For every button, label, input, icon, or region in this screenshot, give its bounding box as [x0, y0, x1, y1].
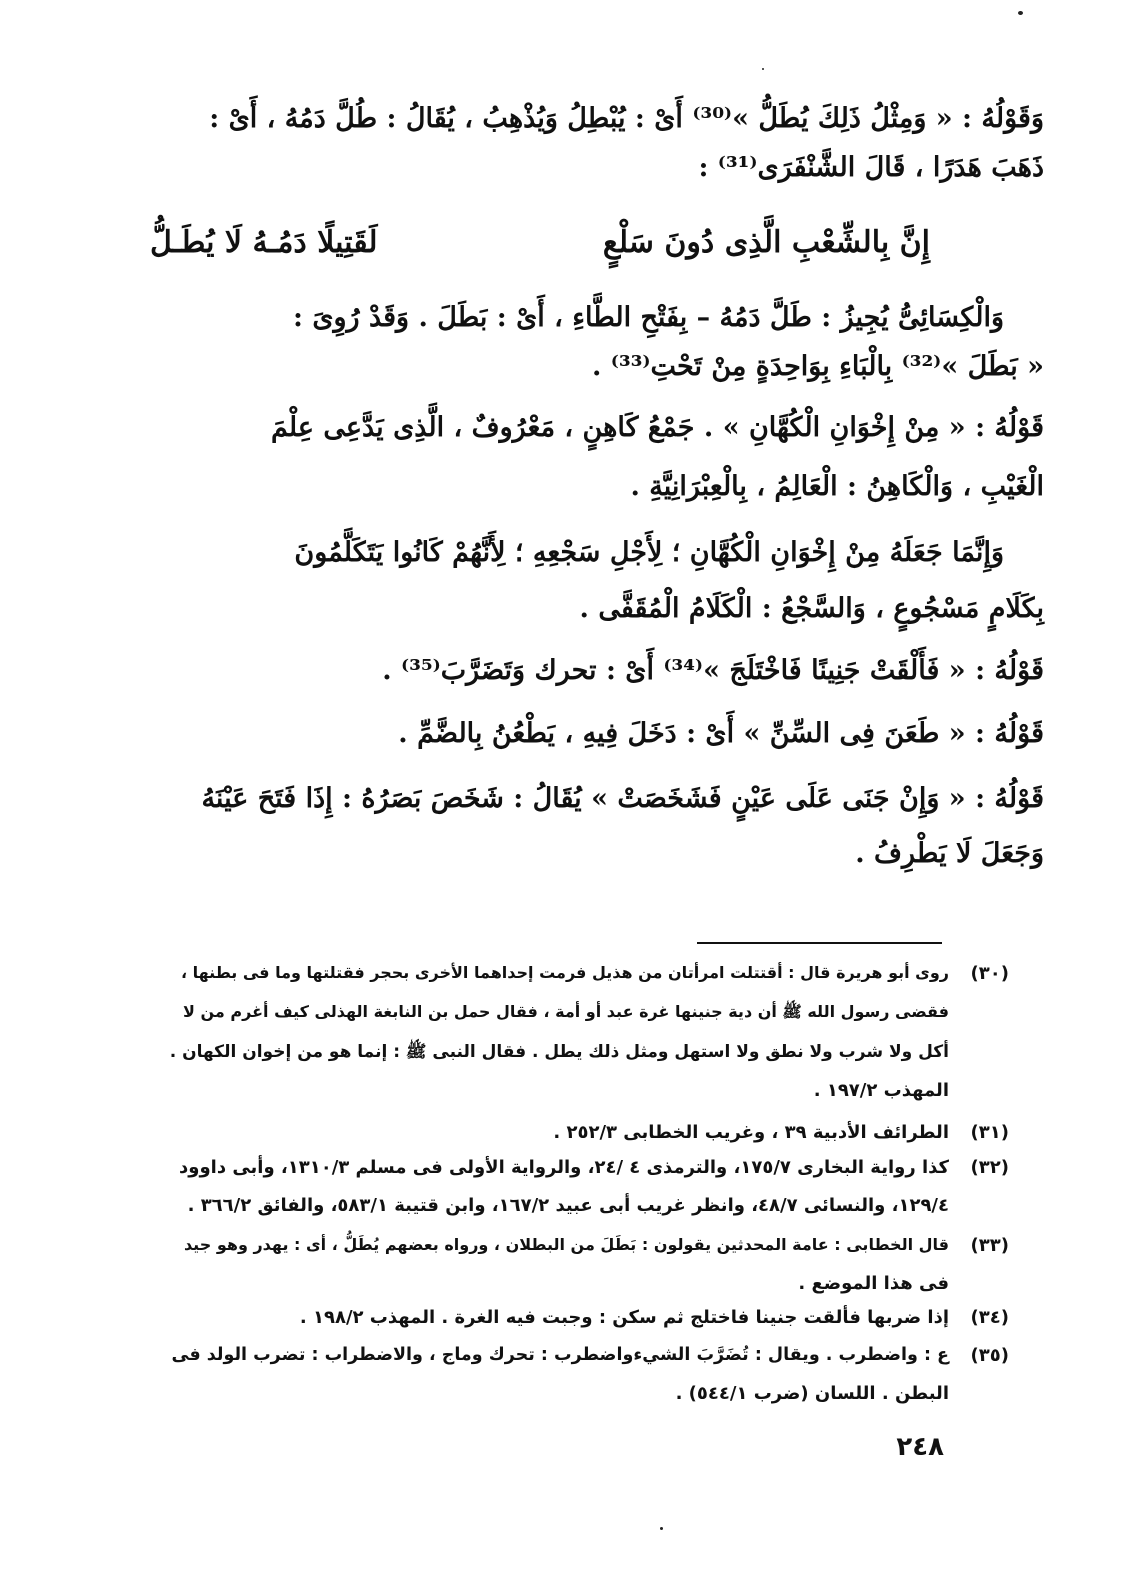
footnote-number: (٣١) — [970, 1122, 1009, 1143]
body-line: قَوْلُهُ : « مِنْ إِخْوَانِ الْكُهَّانِ » . جَمْعُ كَاهِنٍ ، مَعْرُوفٌ ، الَّذِى يَدَّعِى عِلْمَ — [270, 412, 1044, 443]
scan-speck — [660, 1527, 663, 1530]
verse-first-hemistich: إِنَّ بِالشِّعْبِ الَّذِى دُونَ سَلْعٍ — [602, 225, 930, 260]
footnote-line: إذا ضربها فألقت جنينا فاختلج ثم سكن : وجبت فيه الغرة . المهذب ١٩٨/٢ . — [299, 1307, 949, 1328]
footnote-line: الطرائف الأدبية ٣٩ ، وغريب الخطابى ٢٥٢/٣ . — [553, 1122, 949, 1143]
body-line: وَجَعَلَ لَا يَطْرِفُ . — [855, 838, 1044, 869]
body-line: ذَهَبَ هَدَرًا ، قَالَ الشَّنْفَرَى⁽³¹⁾ : — [698, 152, 1044, 183]
footnote-number: (٣٣) — [970, 1235, 1009, 1256]
body-line: قَوْلُهُ : « فَأَلْقَتْ جَنِينًا فَاخْتَلَجَ »⁽³⁴⁾ أَىْ : تحرك وَتَضَرَّبَ⁽³⁵⁾ . — [382, 655, 1044, 686]
body-line: « بَطَلَ »⁽³²⁾ بِالْبَاءِ بِوَاحِدَةٍ مِنْ تَحْتِ⁽³³⁾ . — [591, 351, 1044, 382]
body-line: وَقَوْلُهُ : « وَمِثْلُ ذَلِكَ يُطَلُّ »⁽³⁰⁾ أَىْ : يُبْطِلُ وَيُذْهِبُ ، يُقَالُ : طُلَّ دَمُهُ ، أَىْ : — [209, 103, 1044, 134]
page-number: ٢٤٨ — [896, 1432, 944, 1462]
footnote-line: روى أبو هريرة قال : أقتتلت امرأتان من هذيل فرمت إحداهما الأخرى بحجر فقتلتها وما فى بطنها ، — [180, 963, 949, 982]
footnote-line: ع : واضطرب . ويقال : تُضَرَّبَ الشيءواضطرب : تحرك وماج ، والاضطراب : تضرب الولد فى — [171, 1345, 949, 1365]
poetry-verse — [150, 225, 930, 275]
footnote-separator — [697, 942, 942, 944]
footnote-line: فى هذا الموضع . — [798, 1273, 949, 1294]
scan-speck — [1018, 11, 1023, 15]
footnote-number: (٣٠) — [970, 963, 1009, 984]
footnote-line: فقضى رسول الله ﷺ أن دية جنينها غرة عبد أو أمة ، فقال حمل بن النابغة الهذلى كيف أغرم من لا — [183, 1002, 949, 1021]
footnote-number: (٣٢) — [970, 1157, 1009, 1178]
footnote-line: البطن . اللسان (ضرب ٥٤٤/١) . — [675, 1383, 949, 1404]
verse-second-hemistich: لَقَتِيلًا دَمُـهُ لَا يُطَـلُّ — [150, 225, 378, 260]
body-line: بِكَلَامٍ مَسْجُوعٍ ، وَالسَّجْعُ : الْكَلَامُ الْمُقَفَّى . — [579, 593, 1044, 624]
footnote-line: ١٢٩/٤، والنسائى ٤٨/٧، وانظر غريب أبى عبيد ١٦٧/٢، وابن قتيبة ٥٨٣/١، والفائق ٣٦٦/٢ . — [187, 1195, 949, 1216]
footnote-line: أكل ولا شرب ولا نطق ولا استهل ومثل ذلك يطل . فقال النبى ﷺ : إنما هو من إخوان الكهان . — [169, 1042, 949, 1062]
footnote-number: (٣٥) — [970, 1345, 1009, 1366]
scan-speck — [762, 68, 764, 70]
body-line: وَإِنَّمَا جَعَلَهُ مِنْ إِخْوَانِ الْكُهَّانِ ؛ لِأَجْلِ سَجْعِهِ ؛ لِأَنَّهُمْ كَانُوا يَتَكَلَّمُونَ — [294, 537, 1004, 568]
footnote-line: كذا رواية البخارى ١٧٥/٧، والترمذى ٤ /٢٤، والرواية الأولى فى مسلم ١٣١٠/٣، وأبى داوود — [179, 1157, 949, 1178]
body-line: قَوْلُهُ : « وَإِنْ جَنَى عَلَى عَيْنٍ فَشَخَصَتْ » يُقَالُ : شَخَصَ بَصَرُهُ : إِذَا فَتَحَ عَيْنَهُ — [201, 783, 1044, 814]
footnote-number: (٣٤) — [970, 1307, 1009, 1328]
footnote-line: قال الخطابى : عامة المحدثين يقولون : بَطَلَ من البطلان ، ورواه بعضهم يُطَلُّ ، أى : يهدر وهو جيد — [183, 1235, 949, 1254]
body-line: قَوْلُهُ : « طَعَنَ فِى السِّنِّ » أَىْ : دَخَلَ فِيهِ ، يَطْعُنُ بِالضَّمِّ . — [398, 718, 1044, 749]
body-line: وَالْكِسَائِىُّ يُجِيزُ : طَلَّ دَمُهُ – بِفَتْحِ الطَّاءِ ، أَىْ : بَطَلَ . وَقَدْ رُوِىَ : — [292, 302, 1004, 333]
footnote-line: المهذب ١٩٧/٢ . — [813, 1080, 949, 1101]
body-line: الْغَيْبِ ، وَالْكَاهِنُ : الْعَالِمُ ، بِالْعِبْرَانِيَّةِ . — [630, 471, 1044, 502]
